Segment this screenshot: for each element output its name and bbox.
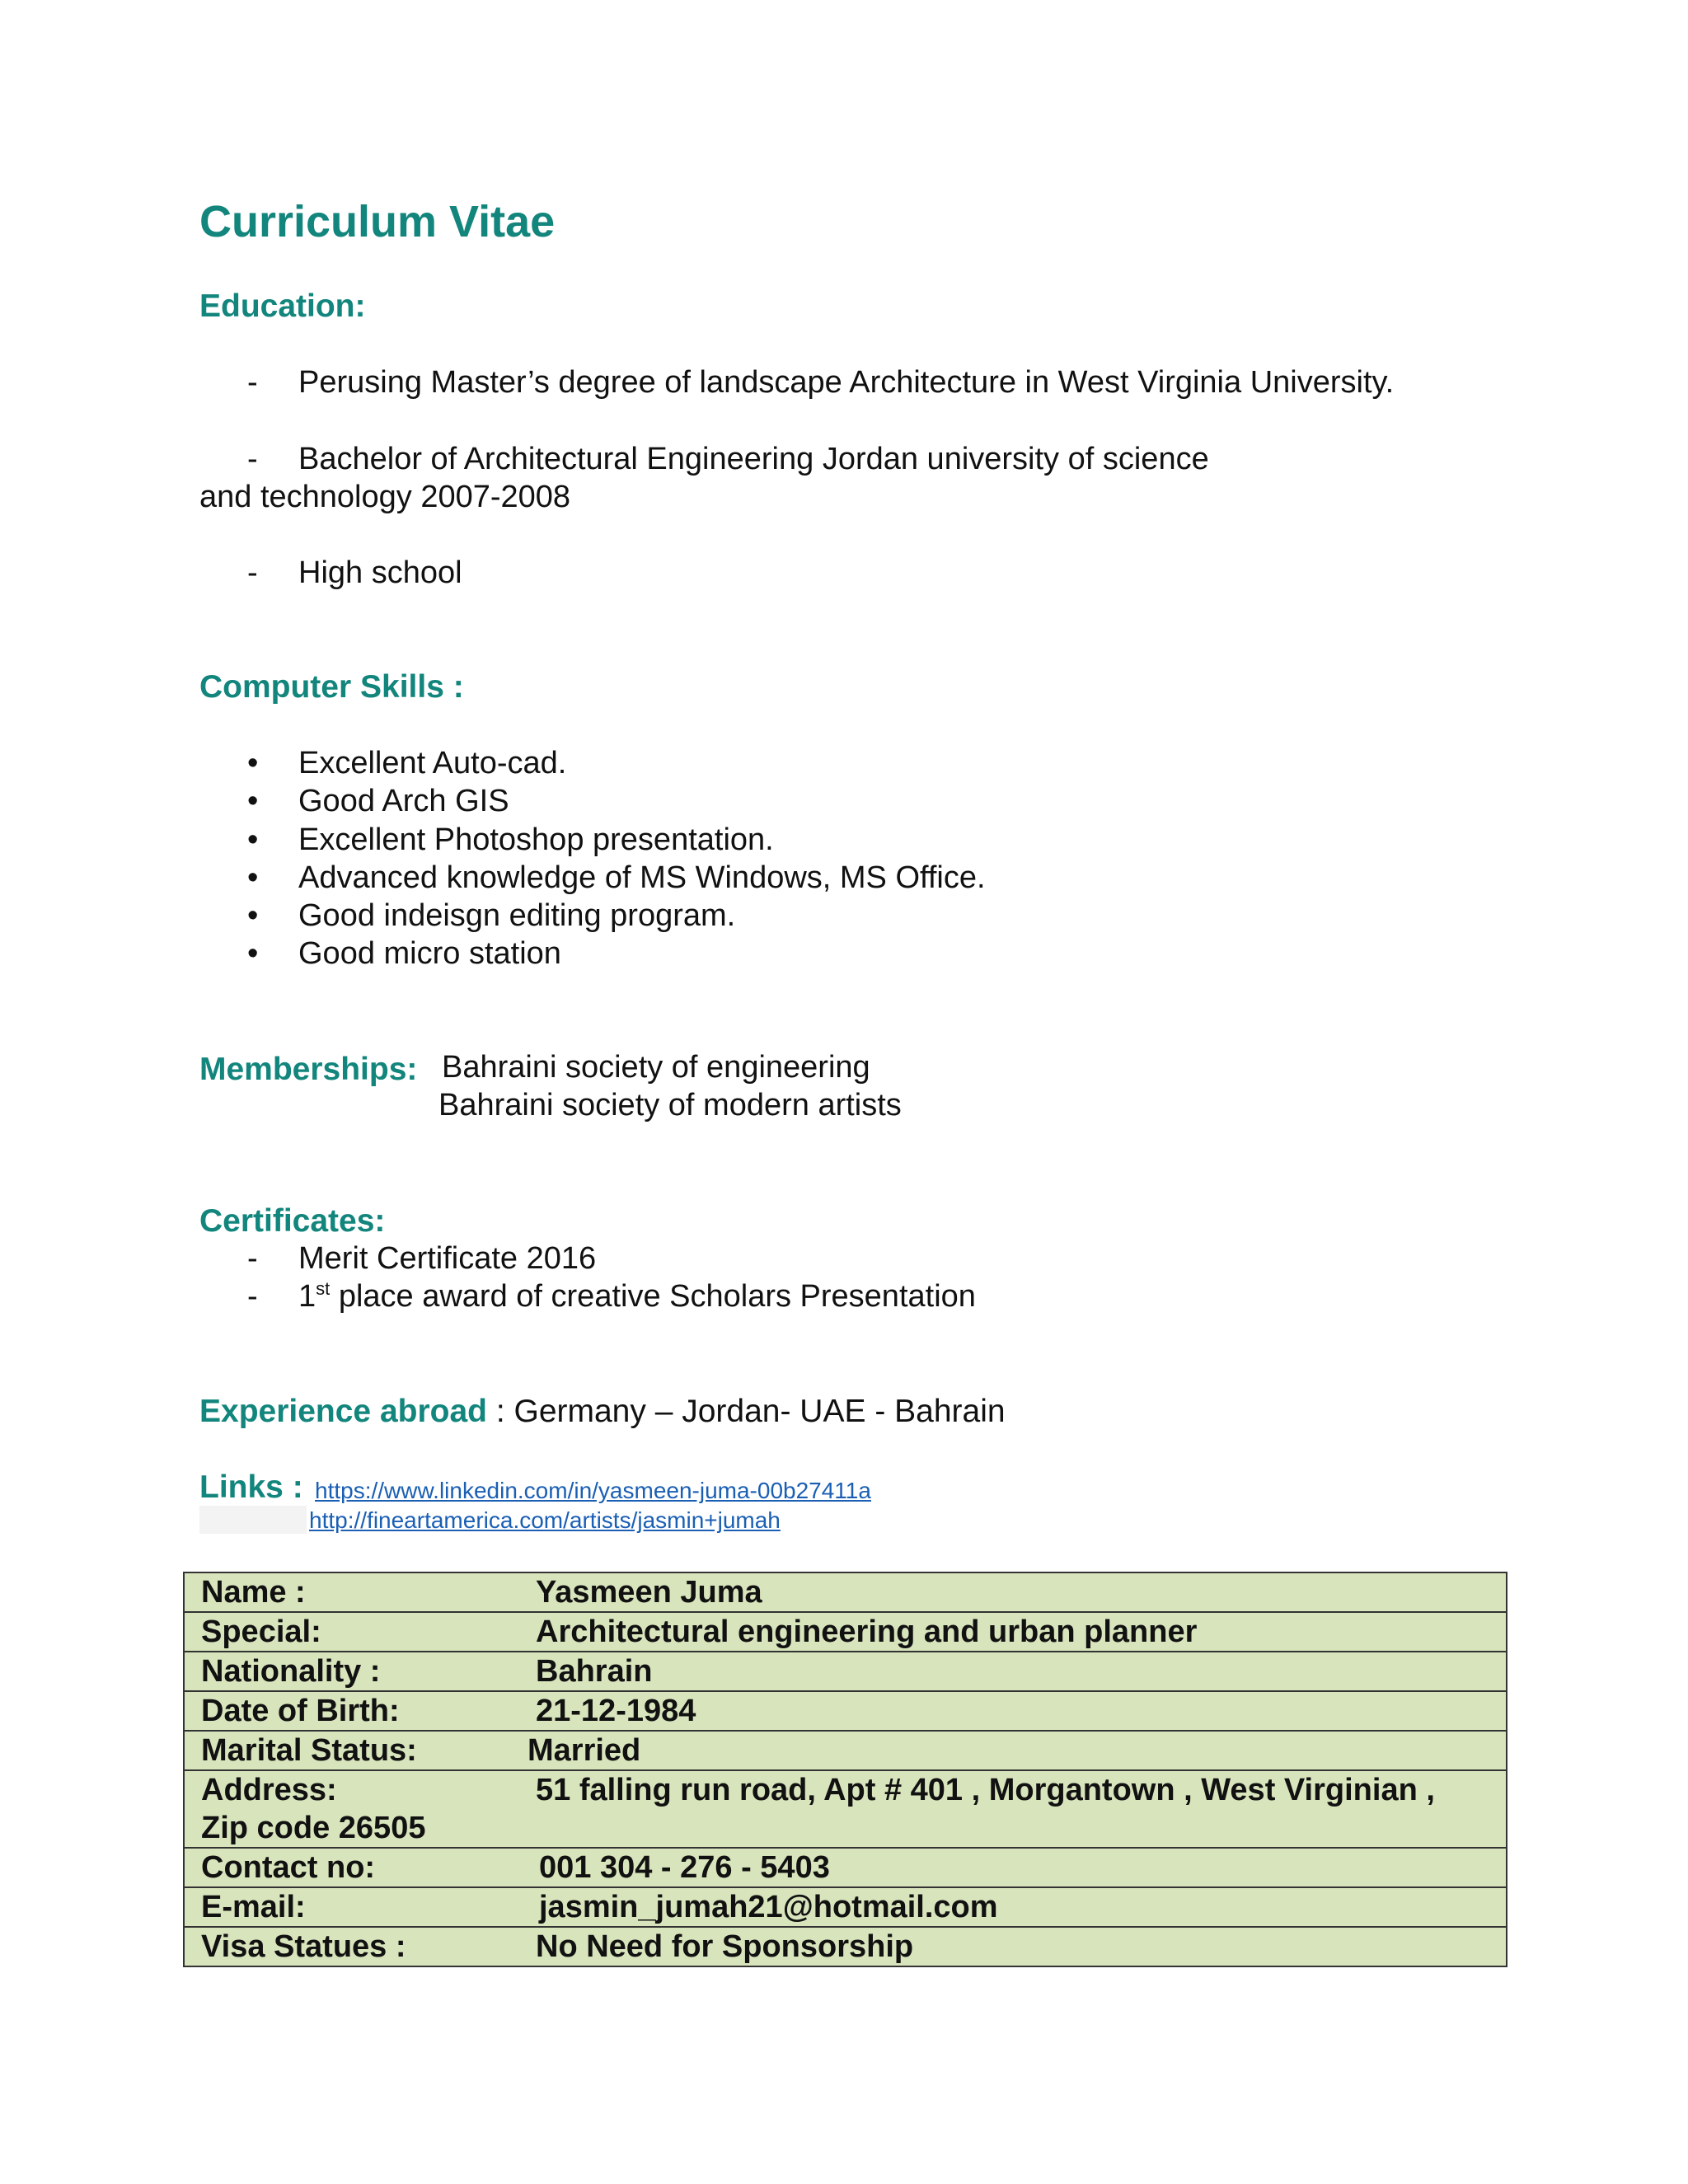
skill-item: Good Arch GIS: [298, 784, 509, 818]
row-value: Architectural engineering and urban planner: [536, 1615, 1198, 1649]
visa-row: [184, 1927, 1507, 1966]
dash-marker: -: [247, 365, 258, 400]
table-row: [184, 1848, 1507, 1887]
experience-heading: Experience abroad: [199, 1394, 487, 1429]
award-rank-suffix: st: [316, 1278, 331, 1299]
address-row: [184, 1770, 1507, 1848]
membership-item: Bahraini society of modern artists: [438, 1088, 902, 1122]
skill-item: Advanced knowledge of MS Windows, MS Office.: [298, 860, 986, 895]
bullet-marker: •: [247, 823, 259, 857]
dob-row: [184, 1691, 1507, 1731]
certificates-heading: Certificates:: [199, 1203, 386, 1239]
row-value: 21-12-1984: [536, 1694, 696, 1728]
certificate-award: [298, 1279, 976, 1315]
table-row: [184, 1612, 1507, 1652]
award-text: place award of creative Scholars Presentation: [330, 1279, 976, 1314]
education-item: Bachelor of Architectural Engineering Jordan university of science: [298, 442, 1209, 476]
dash-marker: -: [247, 442, 258, 476]
skill-item: Excellent Auto-cad.: [298, 746, 567, 780]
bullet-marker: •: [247, 746, 259, 780]
row-value: jasmin_jumah21@hotmail.com: [539, 1890, 998, 1924]
certificate-item: Merit Certificate 2016: [298, 1241, 597, 1276]
row-value: No Need for Sponsorship: [536, 1929, 914, 1964]
email-row: [184, 1887, 1507, 1927]
fineart-link[interactable]: http://fineartamerica.com/artists/jasmin+jumah: [309, 1507, 781, 1533]
experience-value: : Germany – Jordan- UAE - Bahrain: [486, 1394, 1006, 1429]
name-row: [184, 1572, 1507, 1612]
row-label: Marital Status:: [201, 1733, 417, 1768]
link-highlight: [199, 1506, 307, 1534]
table-row: [184, 1770, 1507, 1848]
dash-marker: -: [247, 555, 258, 590]
row-value: 51 falling run road, Apt # 401 , Morgantown , West Virginian ,: [536, 1773, 1435, 1807]
education-item-continuation: and technology 2007-2008: [199, 480, 571, 514]
table-row: [184, 1691, 1507, 1731]
dash-marker: -: [247, 1241, 258, 1276]
linkedin-link[interactable]: https://www.linkedin.com/in/yasmeen-juma-00b27411a: [315, 1478, 871, 1503]
dash-marker: -: [247, 1279, 258, 1314]
award-rank: 1: [298, 1279, 316, 1314]
education-item: High school: [298, 555, 462, 590]
education-heading: Education:: [199, 288, 366, 324]
special-row: [184, 1612, 1507, 1652]
table-row: [184, 1572, 1507, 1612]
membership-item: Bahraini society of engineering: [442, 1050, 870, 1085]
row-value: Married: [528, 1733, 641, 1768]
table-row: [184, 1652, 1507, 1691]
skill-item: Excellent Photoshop presentation.: [298, 823, 774, 857]
education-item: Perusing Master’s degree of landscape Architecture in West Virginia University.: [298, 365, 1395, 400]
row-value: Yasmeen Juma: [536, 1575, 762, 1610]
row-value-continuation: Zip code 26505: [201, 1811, 426, 1845]
table-row: [184, 1731, 1507, 1770]
row-value: 001 304 - 276 - 5403: [539, 1850, 830, 1885]
table-row: [184, 1927, 1507, 1966]
page-title: Curriculum Vitae: [199, 197, 556, 246]
personal-info-table: [183, 1572, 1507, 1967]
row-value: Bahrain: [536, 1654, 653, 1689]
row-label: Address:: [201, 1773, 337, 1807]
row-label: Name :: [201, 1575, 306, 1610]
experience-line: [199, 1394, 1006, 1430]
row-label: Special:: [201, 1615, 321, 1649]
marital-row: [184, 1731, 1507, 1770]
row-label: Visa Statues :: [201, 1929, 406, 1964]
row-label: Nationality :: [201, 1654, 381, 1689]
row-label: Date of Birth:: [201, 1694, 400, 1728]
nationality-row: [184, 1652, 1507, 1691]
skill-item: Good micro station: [298, 936, 561, 971]
links-heading: Links :: [199, 1469, 303, 1505]
bullet-marker: •: [247, 898, 259, 933]
row-label: E-mail:: [201, 1890, 306, 1924]
row-label: Contact no:: [201, 1850, 376, 1885]
contact-row: [184, 1848, 1507, 1887]
skill-item: Good indeisgn editing program.: [298, 898, 736, 933]
skills-heading: Computer Skills :: [199, 669, 464, 705]
memberships-heading: Memberships:: [199, 1052, 418, 1087]
bullet-marker: •: [247, 936, 259, 971]
table-row: [184, 1887, 1507, 1927]
bullet-marker: •: [247, 860, 259, 895]
bullet-marker: •: [247, 784, 259, 818]
